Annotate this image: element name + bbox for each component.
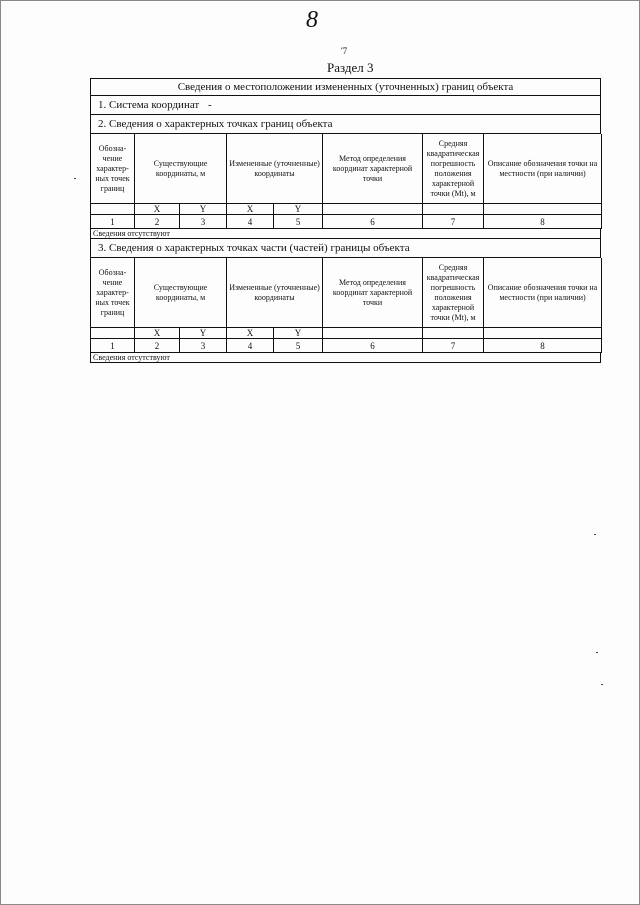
column-number: 8 <box>484 215 602 229</box>
header-error: Средняя квадратическая погрешность положения характерной точки (Mt), м <box>423 134 484 204</box>
xy-empty <box>423 328 484 339</box>
header-existing-coords: Существующие координаты, м <box>135 134 227 204</box>
header-description: Описание обозначения точки на местности (при наличии) <box>484 134 602 204</box>
boundary-sheet <box>90 78 601 363</box>
header-point-designation: Обозна-чение характер-ных точек границ <box>91 258 135 328</box>
header-existing-coords: Существующие координаты, м <box>135 258 227 328</box>
table-header-row <box>91 258 602 328</box>
column-number: 4 <box>227 339 274 353</box>
coord-system-label: 1. Система координат <box>98 99 200 111</box>
header-changed-coords: Измененные (уточненные) координаты <box>227 258 323 328</box>
page-number: 8 <box>306 7 318 33</box>
main-title: Сведения о местоположении измененных (уточненных) границ объекта <box>90 78 601 96</box>
xy-empty <box>484 328 602 339</box>
scan-speck <box>596 652 598 653</box>
column-number: 2 <box>135 215 180 229</box>
column-number: 3 <box>180 339 227 353</box>
xy-label: Y <box>180 328 227 339</box>
table-number-row <box>91 215 602 229</box>
xy-label: X <box>227 328 274 339</box>
xy-label: X <box>227 204 274 215</box>
scan-speck <box>594 534 596 535</box>
section2-note: Сведения отсутствуют <box>90 229 601 239</box>
column-number: 4 <box>227 215 274 229</box>
xy-label: Y <box>180 204 227 215</box>
column-number: 2 <box>135 339 180 353</box>
section2-title: 2. Сведения о характерных точках границ объекта <box>90 115 601 134</box>
xy-empty <box>323 328 423 339</box>
table-xy-row <box>91 328 602 339</box>
column-number: 7 <box>423 339 484 353</box>
column-number: 1 <box>91 339 135 353</box>
column-number: 6 <box>323 339 423 353</box>
xy-empty <box>323 204 423 215</box>
header-point-designation: Обозна-чение характер-ных точек границ <box>91 134 135 204</box>
xy-empty <box>484 204 602 215</box>
column-number: 1 <box>91 215 135 229</box>
header-description: Описание обозначения точки на местности (при наличии) <box>484 258 602 328</box>
table-number-row <box>91 339 602 353</box>
section-title: Раздел 3 <box>327 60 374 75</box>
coord-system-value: - <box>207 99 212 111</box>
xy-label: Y <box>274 328 323 339</box>
xy-empty <box>423 204 484 215</box>
section3-note: Сведения отсутствуют <box>90 353 601 363</box>
table-xy-row <box>91 204 602 215</box>
section3-table <box>90 258 602 353</box>
xy-empty <box>91 328 135 339</box>
xy-label: X <box>135 204 180 215</box>
header-changed-coords: Измененные (уточненные) координаты <box>227 134 323 204</box>
column-number: 3 <box>180 215 227 229</box>
header-method: Метод определения координат характерной точки <box>323 258 423 328</box>
section3-title: 3. Сведения о характерных точках части (частей) границы объекта <box>90 239 601 258</box>
table-header-row <box>91 134 602 204</box>
header-error: Средняя квадратическая погрешность положения характерной точки (Mt), м <box>423 258 484 328</box>
xy-label: Y <box>274 204 323 215</box>
xy-empty <box>91 204 135 215</box>
scan-speck <box>601 684 603 685</box>
coord-system-row <box>90 96 601 115</box>
header-method: Метод определения координат характерной точки <box>323 134 423 204</box>
column-number: 8 <box>484 339 602 353</box>
column-number: 5 <box>274 339 323 353</box>
column-number: 7 <box>423 215 484 229</box>
section2-table <box>90 134 602 229</box>
column-number: 5 <box>274 215 323 229</box>
xy-label: X <box>135 328 180 339</box>
column-number: 6 <box>323 215 423 229</box>
stamp-mark: '7 <box>341 46 348 56</box>
scan-speck <box>74 178 76 179</box>
